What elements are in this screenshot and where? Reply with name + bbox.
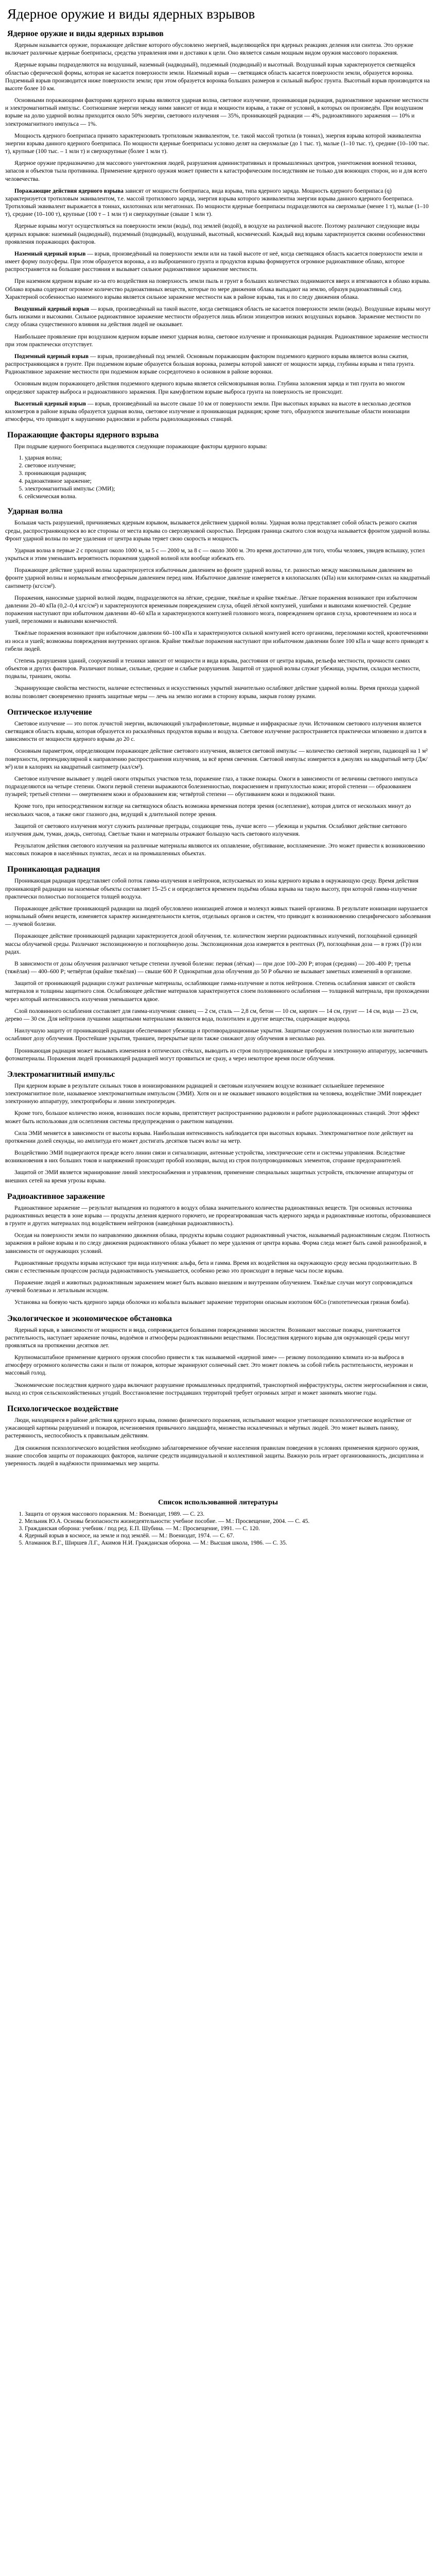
- paragraph-text: Наилучшую защиту от проникающей радиации обеспечивают убежища и противорадиационные укрытия. Защитные сооружения полностью или значительно ослабляют дозу облучения. Простейшие укрытия, траншеи, перекрытые щели также снижают дозу облучения в несколько раз.: [5, 1028, 414, 1042]
- paragraph-text: Световое излучение — это поток лучистой энергии, включающий ультрафиолетовые, видимые и инфракрасные лучи. Источником светового излучения является светящаяся область взрыва, которая образуется из раскалённых продуктов взрыва и воздуха. Световое излучение распространяется практически мгновенно и длится в зависимости от мощности ядерного взрыва до 20 с.: [5, 720, 427, 743]
- paragraph-lead: Наземный ядерный взрыв: [14, 250, 86, 257]
- paragraph: [5, 1205, 431, 1228]
- paragraph: [5, 1382, 431, 1397]
- paragraph-lead: Высотный ядерный взрыв: [14, 400, 86, 407]
- paragraph-text: При наземном ядерном взрыве из-за его воздействия на поверхность земли пыль и грунт в больших количествах поднимаются вверх и втягиваются в облако взрыва. Облако взрыва содержит огромное количество радиоактивных веществ, которые по мере движения облака выпадают на землю, образуя радиоактивный след. Характерной особенностью наземного взрыва является сильное заражение местности как в районе взрыва, так и по следу движения облака.: [5, 278, 431, 300]
- paragraph: [5, 380, 431, 396]
- paragraph-text: Радиоактивные продукты взрыва испускают три вида излучения: альфа, бета и гамма. Время их воздействия на окружающую среду весьма продолжительно. В связи с естественным процессом распада радиоактивность уменьшается, особенно резко это происходит в первые часы после взрыва.: [5, 1260, 417, 1274]
- section-heading: Поражающие факторы ядерного взрыва: [7, 431, 159, 440]
- section-heading: Проникающая радиация: [7, 865, 100, 874]
- paragraph-text: Защитой от проникающей радиации служат различные материалы, ослабляющие гамма-излучение и поток нейтронов. Степень ослабления зависит от свойств материалов и толщины защитного слоя. Ослабляющее действие материалов характеризуется слоем половинного ослабления — толщиной материала, при прохождении через который интенсивность излучения уменьшается вдвое.: [5, 980, 429, 1003]
- paragraph-text: — взрыв, произведённый под землей. Основным поражающим фактором подземного ядерного взрыва является волна сжатия, распространяющаяся в грунте. При подземном взрыве образуется большая воронка, размеры которой зависят от мощности заряда, глубины взрыва и типа грунта. Радиоактивное заражение местности при подземном взрыве сосредоточено в основном в районе воронки.: [5, 353, 415, 376]
- references-list: [5, 1511, 431, 1546]
- reference-item: 4. Ядерный взрыв в космосе, на земле и под землёй. — М.: Воениздат, 1974. — С. 67.: [25, 1533, 431, 1539]
- paragraph-text: Установка на боевую часть ядерного заряда оболочки из кобальта вызывает заражение территории опасным изотопом 60Co (гипотетическая грязная бомба).: [14, 1299, 410, 1306]
- paragraph: [5, 333, 431, 349]
- paragraph-lead: Поражающие действия ядерного взрыва: [14, 188, 124, 194]
- section-heading: Экологическое и экономическое обстановка: [7, 1314, 172, 1323]
- paragraph-text: Ударная волна в первые 2 с проходит около 1000 м, за 5 с — 2000 м, за 8 с — около 3000 м. Это время достаточно для того, чтобы человек, увидев вспышку, успел укрыться и этим уменьшить вероятность поражения ударной волной или вообще избежать его.: [5, 547, 425, 562]
- paragraph-text: Степень разрушения зданий, сооружений и техники зависит от мощности и вида взрыва, расстояния от центра взрыва, рельефа местности, прочности самих объектов и других факторов. Различают полные, сильные, средние и слабые разрушения. Защитой от ударной волны служат убежища, укрытия, складки местности, подвалы, траншеи, окопы.: [5, 657, 421, 680]
- paragraph-text: Радиоактивное заражение — результат выпадения из поднятого в воздух облака значительного количества радиоактивных веществ. Три основных источника радиоактивных веществ в зоне взрыва — продукты деления ядерного горючего, не прореагировавшая часть ядерного заряда и радиоактивные изотопы, образовавшиеся в грунте и других материалах под воздействием нейтронов (наведённая радиоактивность).: [5, 1205, 431, 1227]
- document-body: [5, 29, 431, 1468]
- paragraph-text: Поражающее действие проникающей радиации характеризуется дозой облучения, т.е. количеством энергии радиоактивных излучений, поглощённой единицей массы облучаемой среды. Различают экспозиционную и поглощённую дозы. Экспозиционная доза измеряется в рентгенах (Р), поглощённая доза — в грэях (Гр) или радах.: [5, 933, 422, 955]
- paragraph-text: — взрыв, произведённый на поверхности земли или на такой высоте от неё, когда светящаяся область касается поверхности земли и имеет форму полусферы. При этом образуется воронка, а из выброшенного грунта и продуктов взрыва формируется огромное радиоактивное облако, которое распространяется на большие расстояния и вызывает сильное радиоактивное заражение местности.: [5, 250, 423, 273]
- paragraph-text: Ядерное оружие предназначено для массового уничтожения людей, разрушения административных и промышленных центров, уничтожения военной техники, запасов и объектов тыла противника. Применение ядерного оружия может привести к катастрофическим последствиям не только для воюющих сторон, но и для всего человечества.: [5, 160, 427, 182]
- paragraph-text: Ядерные взрывы могут осуществляться на поверхности земли (воды), под землей (водой), в воздухе на различной высоте. Поэтому различают следующие виды ядерных взрывов: наземный (надводный), подземный (подводный), воздушный, высотный, космический. Каждый вид взрыва характеризуется своими особенностями проявления поражающих факторов.: [5, 223, 425, 245]
- paragraph-lead: Воздушный ядерный взрыв: [14, 306, 90, 312]
- paragraph-text: Световое излучение вызывает у людей ожоги открытых участков тела, поражение глаз, а также пожары. Ожоги в зависимости от величины светового импульса подразделяются на четыре степени. Ожоги первой степени выражаются болезненностью, покраснением и припухлостью кожи; второй степени — образованием пузырей; третьей степени — омертвением кожи и образованием язв; четвёртой степени — обугливанием кожи и подкожной ткани.: [5, 775, 418, 798]
- paragraph: [5, 1169, 431, 1184]
- paragraph-text: Поражения, наносимые ударной волной людям, подразделяются на лёгкие, средние, тяжёлые и крайне тяжёлые. Лёгкие поражения возникают при избыточном давлении 20–40 кПа (0,2–0,4 кгс/см²) и характеризуются временным повреждением слуха, общей лёгкой контузией, ушибами и вывихами конечностей. Средние поражения наступают при избыточном давлении 40–60 кПа и характеризуются контузией головного мозга, повреждением органов слуха, кровотечением из носа и ушей, переломами и вывихами конечностей.: [5, 595, 417, 625]
- paragraph: [5, 720, 431, 744]
- paragraph-text: Основным параметром, определяющим поражающее действие светового излучения, является световой импульс — количество световой энергии, падающей на 1 м² поверхности, перпендикулярной к направлению распространения излучения, за всё время свечения. Световой импульс измеряется в джоулях на квадратный метр (Дж/м²) или в калориях на квадратный сантиметр (кал/см²).: [5, 748, 428, 770]
- paragraph-text: Наибольшее проявление при воздушном ядерном взрыве имеют ударная волна, световое излучение и проникающая радиация. Радиоактивное заражение местности при этом практически отсутствует.: [5, 333, 428, 348]
- section-heading: Оптическое излучение: [7, 707, 92, 717]
- paragraph-text: Экономические последствия ядерного удара включают разрушение промышленных предприятий, транспортной инфраструктуры, систем энергоснабжения и связи, выход из строя сельскохозяйственных угодий. Восстановление пострадавших территорий требует огромных затрат и может занимать многие годы.: [5, 1382, 428, 1396]
- paragraph: [5, 630, 431, 653]
- paragraph: [5, 1027, 431, 1043]
- paragraph-text: Кроме того, большое количество ионов, возникших после взрыва, препятствует распространению радиоволн и работе радиолокационных станций. Этот эффект может быть использован для ослепления системы предупреждения о ракетном нападении.: [5, 1110, 420, 1125]
- paragraph: [5, 1445, 431, 1468]
- paragraph-text: Люди, находящиеся в районе действия ядерного взрыва, помимо физического поражения, испытывают мощное угнетающее психологическое воздействие от ужасающей картины разрушений и пожаров, исчезновения привычного ландшафта, множества искалеченных и мёртвых людей. Это может вызвать панику, растерянность, неспособность к правильным действиям.: [5, 1417, 412, 1439]
- paragraph: [5, 980, 431, 1004]
- paragraph-text: — взрыв, произведённый на такой высоте, когда светящаяся область не касается поверхности земли (воды). Воздушные взрывы могут быть низкими и высокими. Сильное радиоактивное заражение местности образуется лишь вблизи эпицентров низких воздушных взрывов. Заражение местности по следу облака существенного влияния на действия людей не оказывает.: [5, 306, 431, 328]
- paragraph: [5, 1082, 431, 1106]
- section-heading: Ударная волна: [7, 507, 63, 516]
- paragraph: [5, 400, 431, 424]
- paragraph-text: Для снижения психологического воздействия необходимо заблаговременное обучение населения правилам поведения в условиях применения ядерного оружия, знание способов защиты от поражающих факторов, наличие средств индивидуальной и коллективной защиты. Важную роль играет организованность, дисциплина и уверенность людей в надёжности принимаемых мер защиты.: [5, 1445, 424, 1467]
- paragraph-text: Защитой от ЭМИ является экранирование линий электроснабжения и управления, применение специальных защитных устройств, отключение аппаратуры от внешних сетей на время угрозы взрыва.: [5, 1170, 414, 1184]
- paragraph: [5, 905, 431, 929]
- paragraph: [5, 519, 431, 543]
- paragraph: [5, 188, 431, 219]
- section-heading: Электромагнитный импульс: [7, 1070, 115, 1079]
- paragraph-text: Мощность ядерного боеприпаса принято характеризовать тротиловым эквивалентом, т.е. такой массой тротила (в тоннах), энергия взрыва которой эквивалентна энергии взрыва данного ядерного боеприпаса. По мощности ядерные боеприпасы условно делят на сверхмалые (до 1 тыс. т), малые (1–10 тыс. т), средние (10–100 тыс. т), крупные (100 тыс. – 1 млн т) и сверхкрупные (более 1 млн т).: [5, 132, 430, 155]
- paragraph-text: В зависимости от дозы облучения различают четыре степени лучевой болезни: первая (лёгкая) — при дозе 100–200 Р; вторая (средняя) — 200–400 Р; третья (тяжёлая) — 400–600 Р; четвёртая (крайне тяжёлая) — свыше 600 Р. Однократная доза облучения до 50 Р обычно не вызывает заметных изменений в организме.: [5, 960, 412, 975]
- paragraph: [5, 278, 431, 301]
- paragraph: [5, 1130, 431, 1145]
- paragraph: [5, 1110, 431, 1125]
- paragraph: [5, 1149, 431, 1165]
- paragraph: [5, 657, 431, 681]
- list-item: 2. световое излучение;: [25, 463, 431, 469]
- page-title: Ядерное оружие и виды ядерных взрывов: [7, 6, 255, 22]
- paragraph-text: Поражение людей и животных радиоактивным заражением может быть вызвано внешним и внутренним облучением. Тяжёлые случаи могут сопровождаться лучевой болезнью и летальным исходом.: [5, 1280, 413, 1294]
- paragraph: [5, 775, 431, 799]
- paragraph: [5, 1008, 431, 1023]
- list-item: 4. радиоактивное заражение;: [25, 478, 431, 484]
- paragraph: [5, 1299, 431, 1307]
- paragraph-text: Поражающее действие ударной волны характеризуется избыточным давлением во фронте ударной волны, т.е. разностью между максимальным давлением во фронте ударной волны и нормальным атмосферным давлением перед ним. Избыточное давление измеряется в килопаскалях (кПа) или килограмм-силах на квадратный сантиметр (кгс/см²).: [5, 567, 430, 589]
- paragraph: [5, 160, 431, 183]
- paragraph-text: Проникающая радиация представляет собой поток гамма-излучения и нейтронов, испускаемых из зоны ядерного взрыва в окружающую среду. Время действия проникающей радиации на наземные объекты составляет 15–25 с и определяется временем подъёма облака взрыва на такую высоту, при которой гамма-излучение практически полностью поглощается толщей воздуха.: [5, 878, 418, 900]
- section-heading: Психологическое воздействие: [7, 1404, 118, 1413]
- paragraph-text: Результатом действия светового излучения на различные материалы являются их оплавление, обугливание, воспламенение. Это может привести к возникновению массовых пожаров в населённых пунктах, лесах и на промышленных объектах.: [5, 843, 425, 857]
- paragraph: [5, 595, 431, 626]
- paragraph: [5, 567, 431, 590]
- paragraph-text: Ядерный взрыв, в зависимости от мощности и вида, сопровождается большими повреждениями экосистем. Возникают массовые пожары, уничтожается растительность, наступает заражение почвы, водоёмов и атмосферы радиоактивными веществами. Последствия ядерного взрыва для окружающей среды могут проявляться на протяжении десятков лет.: [5, 1327, 410, 1349]
- paragraph-text: Крупномасштабное применение ядерного оружия способно привести к так называемой «ядерной зиме» — резкому похолоданию климата из-за выброса в атмосферу огромного количества сажи и пыли от пожаров, которые экранируют солнечный свет. Это может повлечь за собой гибель растительности, неурожаи и массовый голод.: [5, 1354, 413, 1377]
- list-item: 5. электромагнитный импульс (ЭМИ);: [25, 486, 431, 492]
- paragraph: [5, 443, 431, 451]
- paragraph: [5, 97, 431, 128]
- references-title: Список использованной литературы: [158, 1499, 278, 1507]
- paragraph: [5, 547, 431, 563]
- paragraph: [5, 1047, 431, 1063]
- paragraph: [5, 1260, 431, 1275]
- reference-item: 1. Защита от оружия массового поражения. М.: Воениздат, 1989. — С. 23.: [25, 1511, 431, 1517]
- paragraph: [5, 1279, 431, 1295]
- paragraph-text: Оседая на поверхности земли по направлению движения облака, продукты взрыва создают радиоактивный участок, называемый радиоактивным следом. Плотность заражения в районе взрыва и по следу движения радиоактивного облака убывает по мере удаления от центра взрыва. Форма следа может быть самой разнообразной, в зависимости от окружающих условий.: [5, 1232, 430, 1255]
- section-heading: Радиоактивное заражение: [7, 1192, 105, 1201]
- reference-item: 3. Гражданская оборона: учебник / под ред. Е.П. Шубина. — М.: Просвещение, 1991. — С. 120.: [25, 1526, 431, 1532]
- paragraph-text: Большая часть разрушений, причиняемых ядерным взрывом, вызывается действием ударной волны. Ударная волна представляет собой область резкого сжатия среды, распространяющуюся во все стороны от места взрыва со сверхзвуковой скоростью. Передняя граница сжатого слоя воздуха называется фронтом ударной волны. Фронт ударной волны по мере удаления от центра взрыва теряет свою скорость и мощность.: [5, 520, 431, 542]
- paragraph: [5, 42, 431, 57]
- paragraph-text: Ядерным называется оружие, поражающее действие которого обусловлено энергией, выделяющейся при ядерных реакциях деления или синтеза. Это оружие включает различные ядерные боеприпасы, средства управления ими и доставки к цели. Оно является самым мощным видом оружия массового поражения.: [5, 42, 413, 57]
- paragraph: [5, 842, 431, 858]
- paragraph-text: Основным видом поражающего действия подземного ядерного взрыва является сейсмовзрывная волна. Глубина заложения заряда и тип грунта во многом определяют характер выброса и радиоактивного заражения. При камуфлетном взрыве выброса грунта на поверхность не происходит.: [5, 381, 405, 395]
- paragraph-text: Проникающая радиация может вызывать изменения в оптических стёклах, выводить из строя полупроводниковые приборы и электронную аппаратуру, засвечивать фотоматериалы. Поражения людей проникающей радиацией могут проявиться не сразу, а через некоторое время после облучения.: [5, 1047, 428, 1062]
- paragraph-text: Слой половинного ослабления составляет для гамма-излучения: свинец — 2 см, сталь — 2,8 см, бетон — 10 см, кирпич — 14 см, грунт — 14 см, вода — 23 см, дерево — 30 см. Для нейтронов лучшими защитными материалами являются вода, полиэтилен и другие вещества, содержащие водород.: [5, 1008, 418, 1022]
- document-page: [0, 6, 436, 1546]
- paragraph-text: Поражающее действие проникающей радиации на людей обусловлено ионизацией атомов и молекул живых тканей организма. В результате ионизации нарушается нормальный обмен веществ, изменяется характер жизнедеятельности клеток, отдельных органов и систем, что приводит к возникновению специфического заболевания — лучевой болезни.: [5, 905, 431, 928]
- reference-item: 2. Мельник Ю.А. Основы безопасности жизнедеятельности: учебное пособие. — М.: Просвещение, 2004. — С. 45.: [25, 1518, 431, 1524]
- paragraph: [5, 1354, 431, 1378]
- paragraph-text: Ядерные взрывы подразделяются на воздушный, наземный (надводный), подземный (подводный) и высотный. Воздушный взрыв характеризуется светящейся областью сферической формы, которая не касается поверхности земли. Наземный взрыв — светящаяся область касается поверхности земли, образуется воронка. Подземный взрыв производится ниже поверхности земли; при этом образуется воронка больших размеров и сильный выброс грунта. Высотный взрыв производится на высоте более 10 км.: [5, 62, 430, 92]
- paragraph: [5, 960, 431, 976]
- paragraph: [5, 748, 431, 771]
- paragraph: [5, 1417, 431, 1440]
- paragraph-text: При ядерном взрыве в результате сильных токов в ионизированном радиацией и световым излучением воздухе возникает сильнейшее переменное электромагнитное поле, называемое электромагнитным импульсом (ЭМИ). Хотя он и не оказывает никакого воздействия на человека, воздействие ЭМИ повреждает электронную аппаратуру, электроприборы и линии электропередач.: [5, 1082, 422, 1105]
- paragraph-text: зависят от мощности боеприпаса, вида взрыва, типа ядерного заряда. Мощность ядерного боеприпаса (q) характеризуется тротиловым эквивалентом, т.е. массой тротилового заряда, энергия взрыва которого эквивалентна энергии взрыва данного ядерного боеприпаса. Тротиловый эквивалент выражается в тоннах, килотоннах или мегатоннах. По мощности ядерные боеприпасы подразделяются на сверхмалые (менее 1 т), малые (1–10 т), средние (10–100 т), крупные (100 т – 1 млн т) и сверхкрупные (свыше 1 млн т).: [5, 188, 429, 218]
- paragraph-text: — взрыв, произведённый на высоте свыше 10 км от поверхности земли. При высотных взрывах на высоте в несколько десятков километров в районе взрыва образуется ударная волна, световое излучение и проникающая радиация; кроме того, образуются значительные области ионизации атмосферы, что приводит к нарушению радиосвязи и работы радиолокационных станций.: [5, 400, 411, 423]
- paragraph-text: При подрыве ядерного боеприпаса выделяются следующие поражающие факторы ядерного взрыва:: [14, 444, 267, 450]
- paragraph-text: Защитой от светового излучения могут служить различные преграды, создающие тень, лучше всего — убежища и укрытия. Ослабляют действие светового излучения дым, туман, дождь, снегопад. Светлые ткани и материалы отражают большую часть светового излучения.: [5, 823, 407, 837]
- paragraph: [5, 1232, 431, 1256]
- list-item: 3. проникающая радиация;: [25, 470, 431, 477]
- list-item: 6. сейсмическая волна.: [25, 494, 431, 500]
- paragraph: [5, 353, 431, 377]
- paragraph: [5, 803, 431, 818]
- paragraph: [5, 223, 431, 246]
- factors-list: [5, 455, 431, 500]
- paragraph: [5, 877, 431, 901]
- section-heading: Ядерное оружие и виды ядерных взрывов: [7, 29, 164, 38]
- paragraph: [5, 1327, 431, 1350]
- paragraph-text: Экранирующие свойства местности, наличие естественных и искусственных укрытий значительно ослабляют действие ударной волны. Время прихода ударной волны позволяет своевременно принять защитные меры — лечь на землю ногами в сторону взрыва, закрыв голову руками.: [5, 685, 420, 700]
- paragraph-text: Кроме того, при непосредственном взгляде на светящуюся область возможна временная потеря зрения (ослепление), которая длится от нескольких минут до нескольких часов, а также ожог глазного дна, ведущий к длительной потере зрения.: [5, 803, 411, 818]
- paragraph: [5, 306, 431, 329]
- reference-item: 5. Атаманюк В.Г., Ширшев Л.Г., Акимов Н.И. Гражданская оборона. — М.: Высшая школа, 1986. — С. 35.: [25, 1540, 431, 1546]
- list-item: 1. ударная волна;: [25, 455, 431, 461]
- paragraph-lead: Подземный ядерный взрыв: [14, 353, 89, 360]
- paragraph: [5, 61, 431, 93]
- paragraph: [5, 823, 431, 838]
- paragraph-text: Воздействию ЭМИ подвергаются прежде всего линии связи и сигнализации, антенные устройства, электрические сети и системы управления. Вследствие возникновения в них больших токов и напряжений происходит пробой изоляции, выход из строя полупроводниковых элементов, сгорание предохранителей.: [5, 1150, 406, 1164]
- paragraph-text: Сила ЭМИ меняется в зависимости от высоты взрыва. Наибольшая интенсивность наблюдается при высотных взрывах. Электромагнитное поле действует на протяжении долей секунды, но амплитуда его может достигать десятков тысяч вольт на метр.: [5, 1130, 413, 1144]
- paragraph-text: Основными поражающими факторами ядерного взрыва являются ударная волна, световое излучение, проникающая радиация, радиоактивное заражение местности и электромагнитный импульс. Соотношение энергии между ними зависит от вида и мощности взрыва, а также от условий, в которых он произведён. При воздушном взрыве на долю ударной волны приходится около 50% энергии, светового излучения — 35%, проникающей радиации — 4%, радиоактивного заражения — 10% и электромагнитного импульса — 1%.: [5, 97, 429, 127]
- paragraph: [5, 933, 431, 956]
- paragraph: [5, 250, 431, 274]
- paragraph: [5, 685, 431, 700]
- paragraph-text: Тяжёлые поражения возникают при избыточном давлении 60–100 кПа и характеризуются сильной контузией всего организма, переломами костей, кровотечениями из носа и ушей; возможны повреждения внутренних органов. Крайне тяжёлые поражения наступают при избыточном давлении более 100 кПа и чаще всего приводят к гибели людей.: [5, 630, 429, 652]
- paragraph: [5, 132, 431, 156]
